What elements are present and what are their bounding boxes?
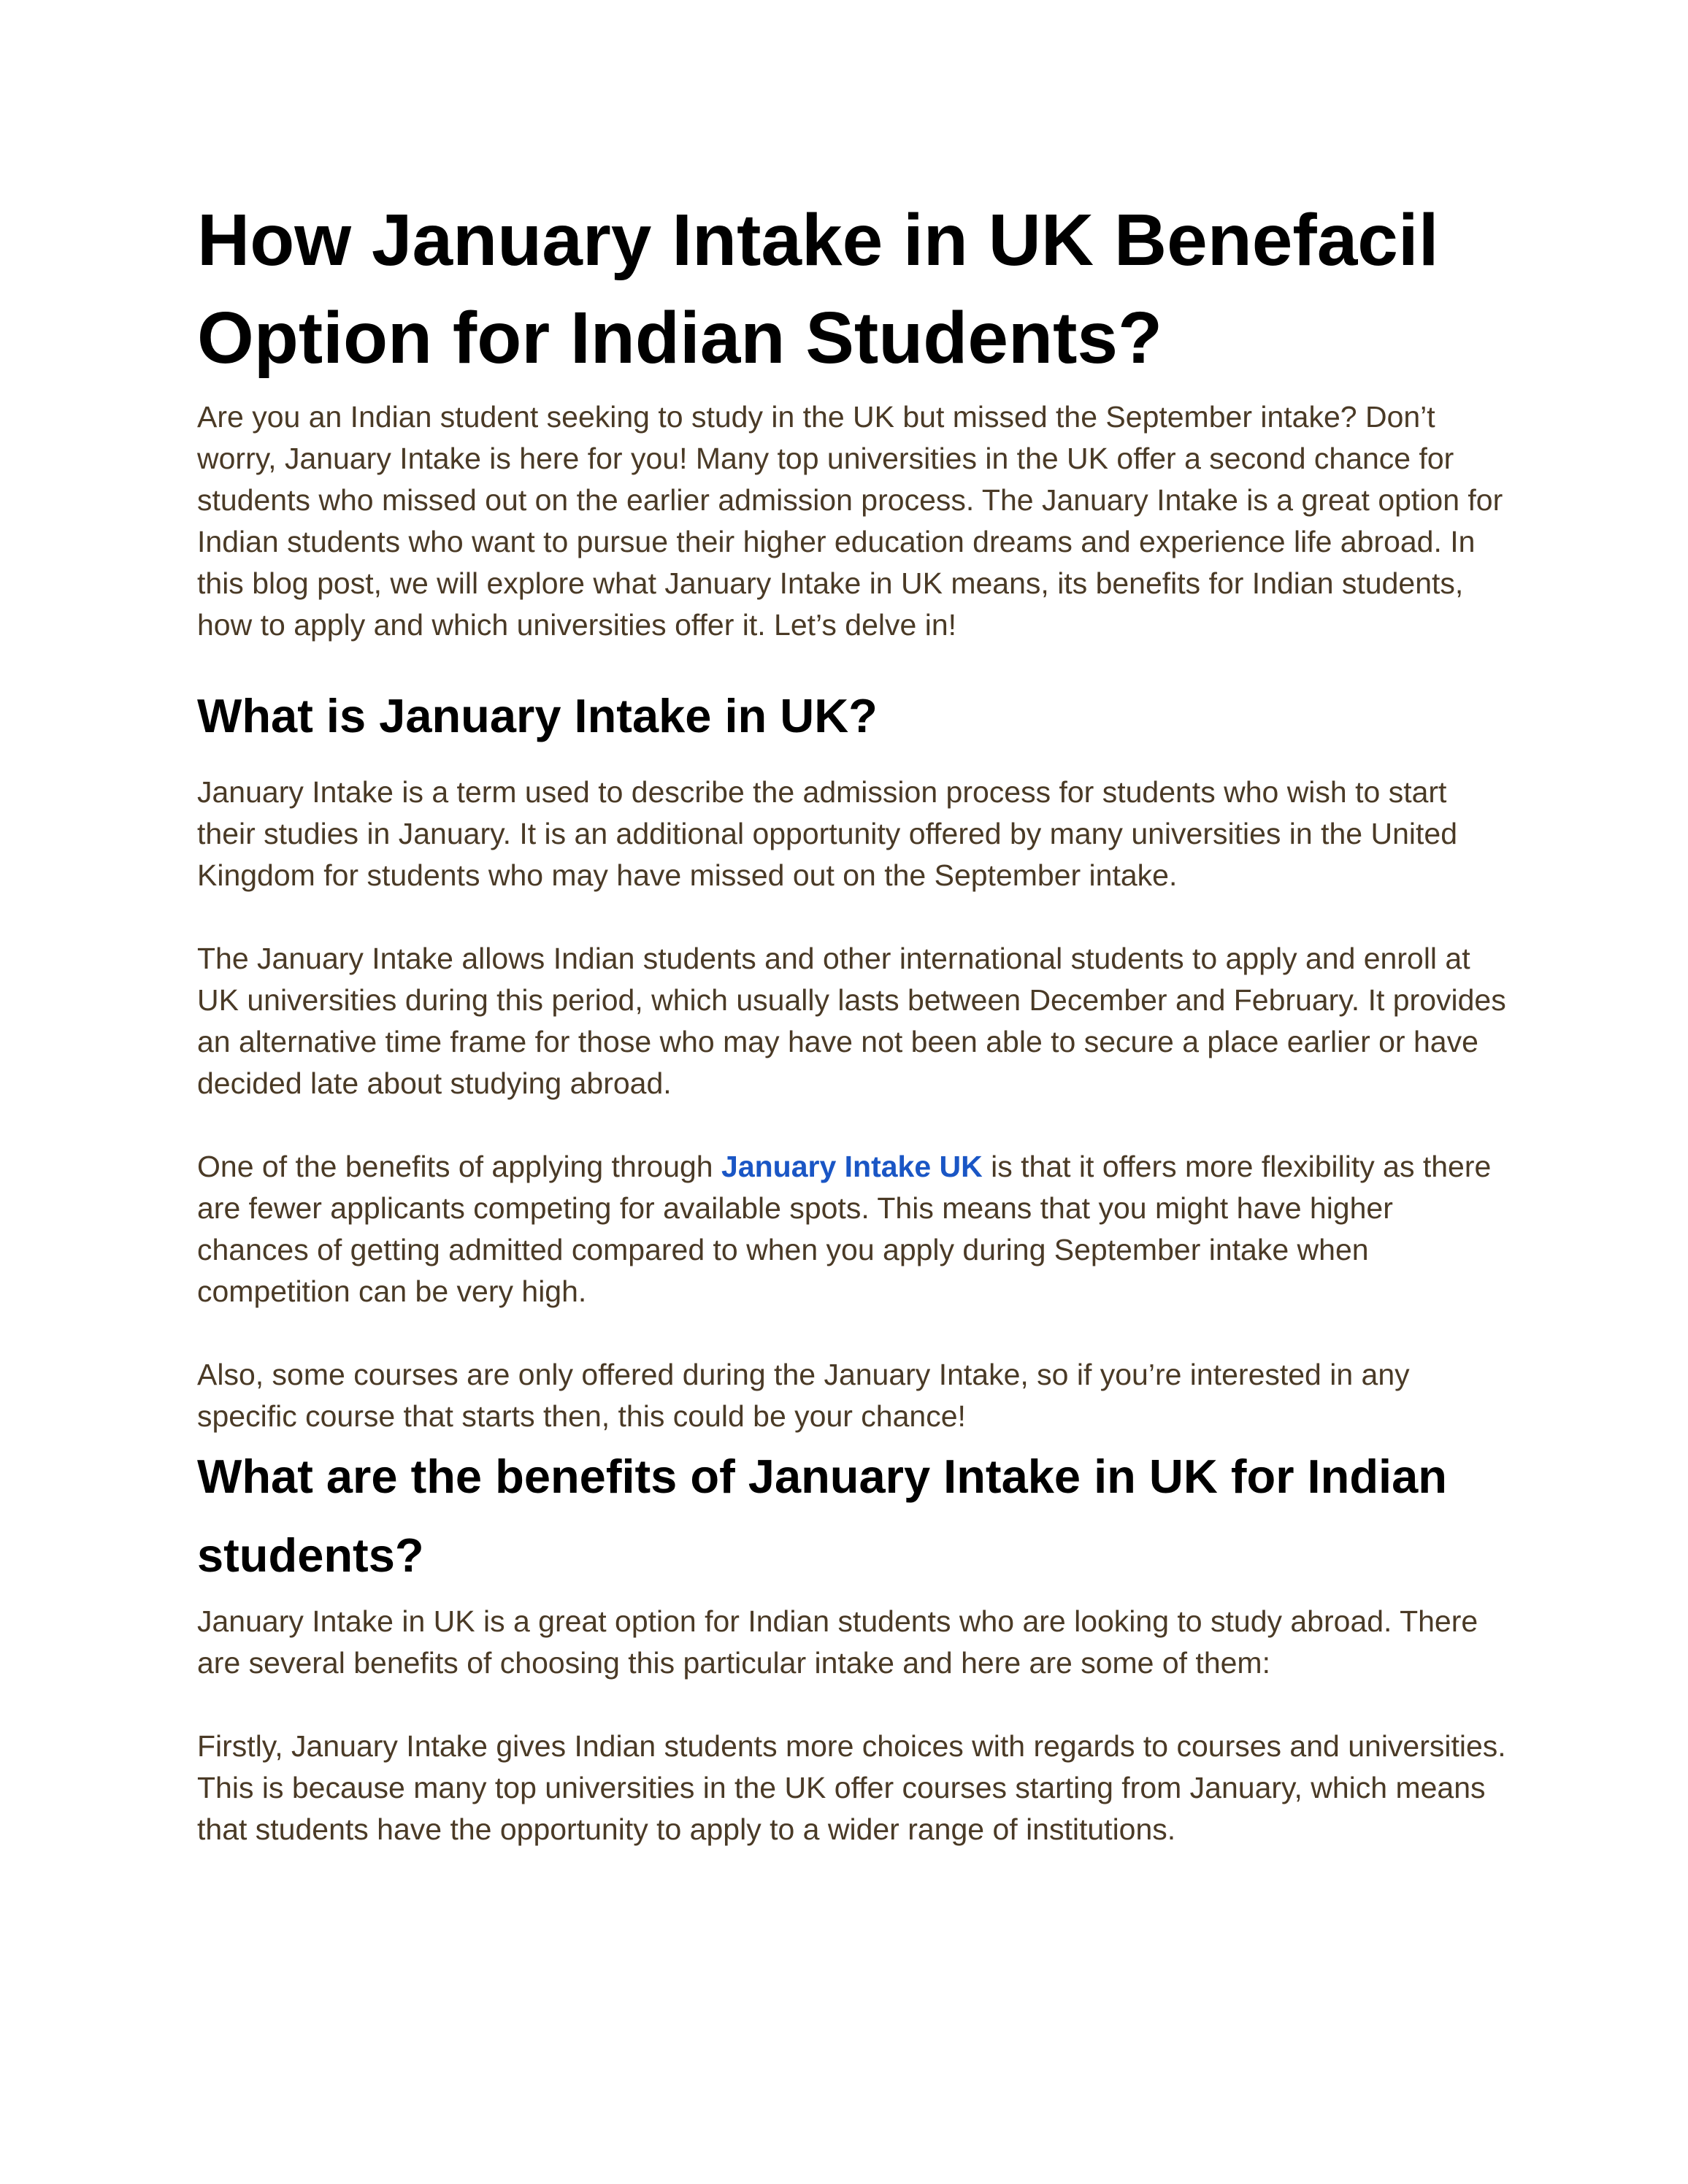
what-paragraph-3 bbox=[197, 1146, 1511, 1312]
what-paragraph-1: January Intake is a term used to describe the admission process for students who wish to start their studies in January. It is an additional opportunity offered by many universities in the United Kingdom for students who may have missed out on the September intake. bbox=[197, 775, 1458, 892]
page-title: How January Intake in UK Benefacil Option for Indian Students? bbox=[197, 199, 1439, 379]
what-paragraph-3-text-after: is that it offers more flexibility as there are fewer applicants competing for available spots. This means that you might have higher chances of getting admitted compared to when you apply during September intake when competition can be very high. bbox=[197, 1150, 1492, 1308]
what-paragraph-4: Also, some courses are only offered during the January Intake, so if you’re interested in any specific course that starts then, this could be your chance! bbox=[197, 1358, 1410, 1433]
january-intake-uk-link[interactable]: January Intake UK bbox=[721, 1150, 983, 1183]
benefits-paragraph-1: January Intake in UK is a great option for Indian students who are looking to study abroad. There are several benefits of choosing this particular intake and here are some of them: bbox=[197, 1604, 1478, 1680]
document-page bbox=[197, 191, 1511, 1850]
benefits-paragraph-2: Firstly, January Intake gives Indian students more choices with regards to courses and universities. This is because many top universities in the UK offer courses starting from January, which means that students have the opportunity to apply to a wider range of institutions. bbox=[197, 1729, 1506, 1846]
section-heading-benefits: What are the benefits of January Intake in UK for Indian students? bbox=[197, 1450, 1447, 1582]
section-heading-what-is-january-intake: What is January Intake in UK? bbox=[197, 689, 878, 742]
what-paragraph-3-text-before: One of the benefits of applying through bbox=[197, 1150, 722, 1183]
intro-paragraph: Are you an Indian student seeking to study in the UK but missed the September intake? Don’t worry, January Intake is here for you! Many top universities in the UK offer a second chance for students who missed out on the earlier admission process. The January Intake is a great option for Indian students who want to pursue their higher education dreams and experience life abroad. In this blog post, we will explore what January Intake in UK means, its benefits for Indian students, how to apply and which universities offer it. Let’s delve in! bbox=[197, 400, 1503, 642]
what-paragraph-2: The January Intake allows Indian students and other international students to apply and enroll at UK universities during this period, which usually lasts between December and February. It provides an alternative time frame for those who may have not been able to secure a place earlier or have decided late about studying abroad. bbox=[197, 942, 1506, 1100]
